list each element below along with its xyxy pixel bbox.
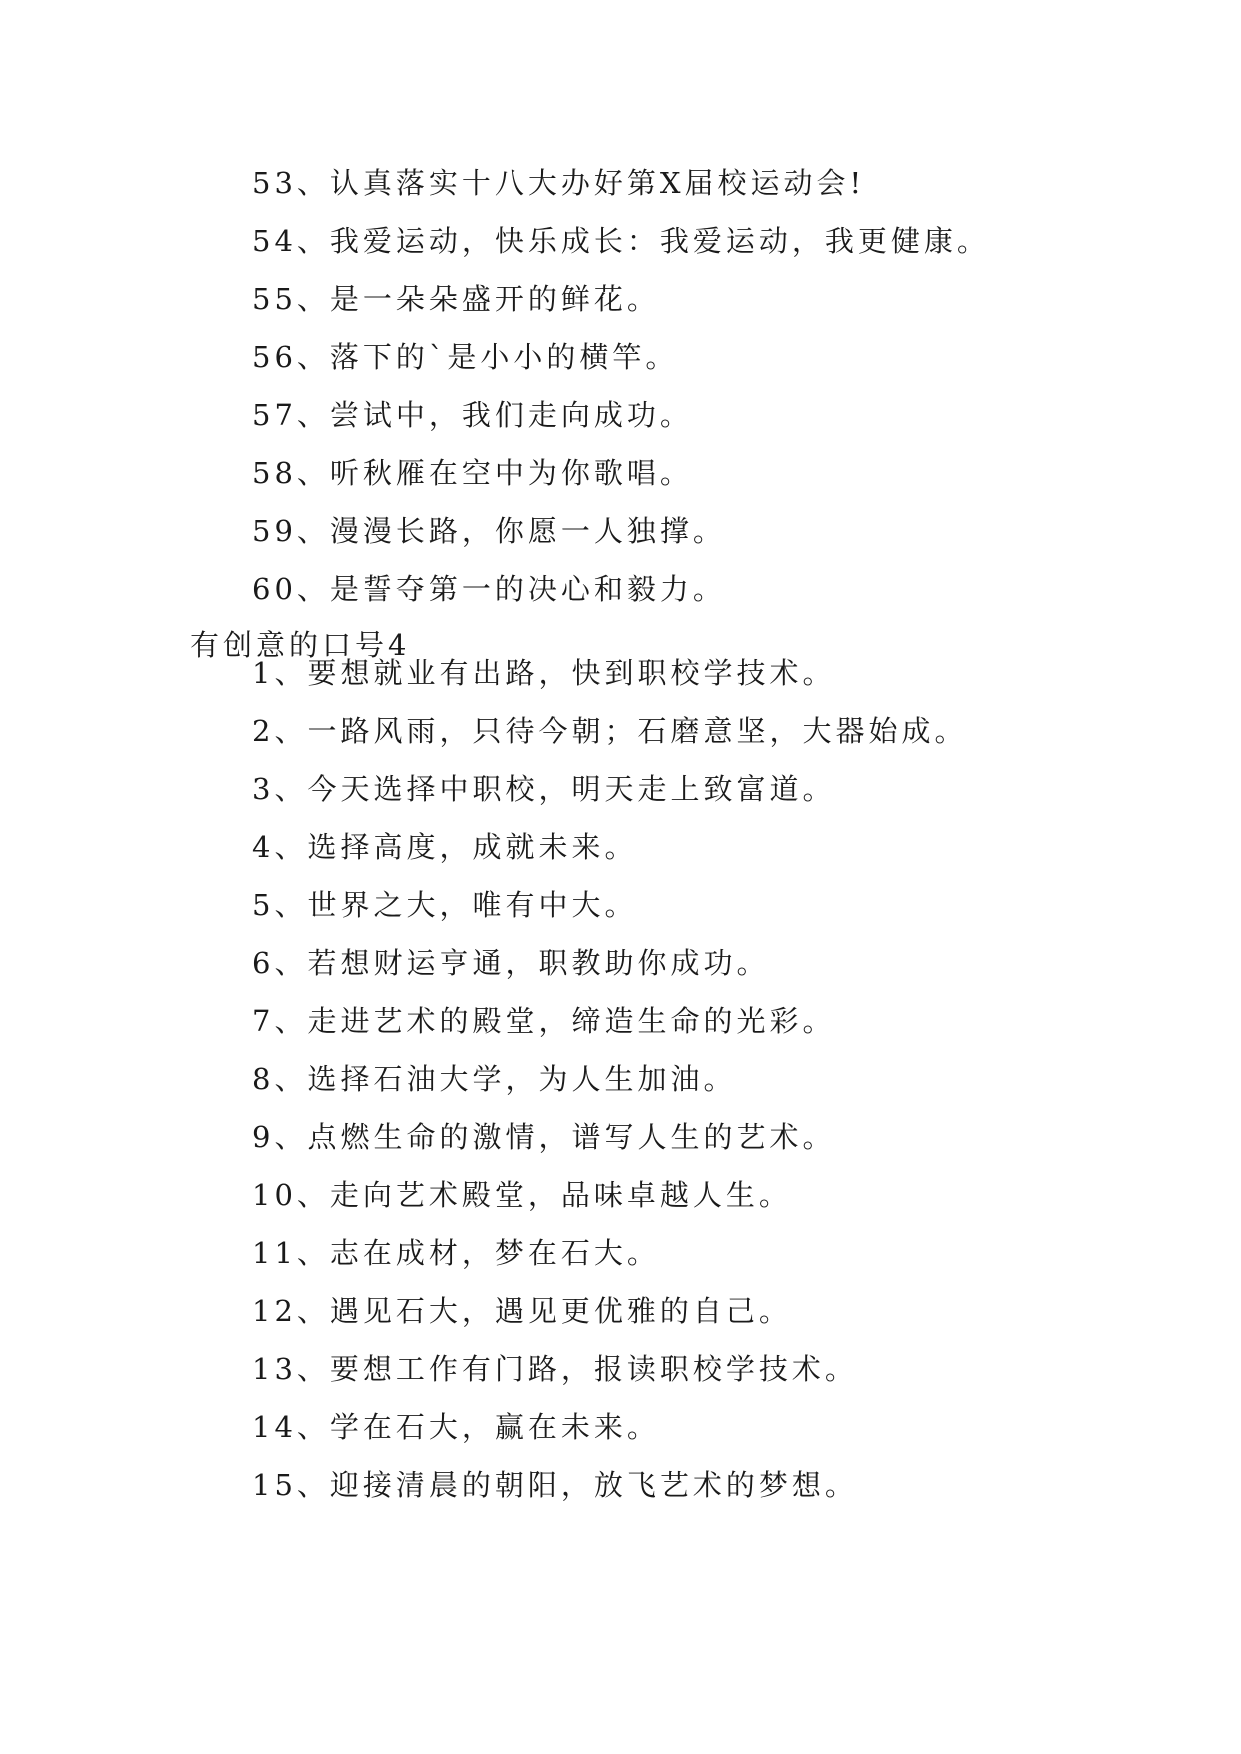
- list-item: 57、尝试中，我们走向成功。: [252, 398, 693, 432]
- list-item: 2、一路风雨，只待今朝；石磨意坚，大器始成。: [252, 714, 968, 748]
- list-item: 59、漫漫长路，你愿一人独撑。: [252, 514, 726, 548]
- list-item: 11、志在成材，梦在石大。: [252, 1236, 660, 1270]
- list-item: 8、选择石油大学，为人生加油。: [252, 1062, 737, 1096]
- list-item: 9、点燃生命的激情，谱写人生的艺术。: [252, 1120, 836, 1154]
- list-item: 15、迎接清晨的朝阳，放飞艺术的梦想。: [252, 1468, 858, 1502]
- list-item: 12、遇见石大，遇见更优雅的自己。: [252, 1294, 792, 1328]
- list-item: 54、我爱运动，快乐成长：我爱运动，我更健康。: [252, 224, 990, 258]
- list-item: 53、认真落实十八大办好第X届校运动会!: [252, 166, 866, 200]
- list-item: 60、是誓夺第一的决心和毅力。: [252, 572, 726, 606]
- list-item: 5、世界之大，唯有中大。: [252, 888, 638, 922]
- list-item: 56、落下的`是小小的横竿。: [252, 340, 679, 374]
- list-item: 3、今天选择中职校，明天走上致富道。: [252, 772, 836, 806]
- list-item: 58、听秋雁在空中为你歌唱。: [252, 456, 693, 490]
- list-item: 10、走向艺术殿堂，品味卓越人生。: [252, 1178, 792, 1212]
- section-heading: 有创意的口号4: [190, 628, 411, 662]
- list-item: 4、选择高度，成就未来。: [252, 830, 638, 864]
- list-item: 6、若想财运亨通，职教助你成功。: [252, 946, 770, 980]
- list-item: 14、学在石大，赢在未来。: [252, 1410, 660, 1444]
- slogan-list-sports: [0, 154, 1241, 618]
- list-item: 55、是一朵朵盛开的鲜花。: [252, 282, 660, 316]
- list-item: 7、走进艺术的殿堂，缔造生命的光彩。: [252, 1004, 836, 1038]
- slogan-list-creative: [0, 644, 1241, 1514]
- list-item: 13、要想工作有门路，报读职校学技术。: [252, 1352, 858, 1386]
- list-item: 1、要想就业有出路，快到职校学技术。: [252, 656, 836, 690]
